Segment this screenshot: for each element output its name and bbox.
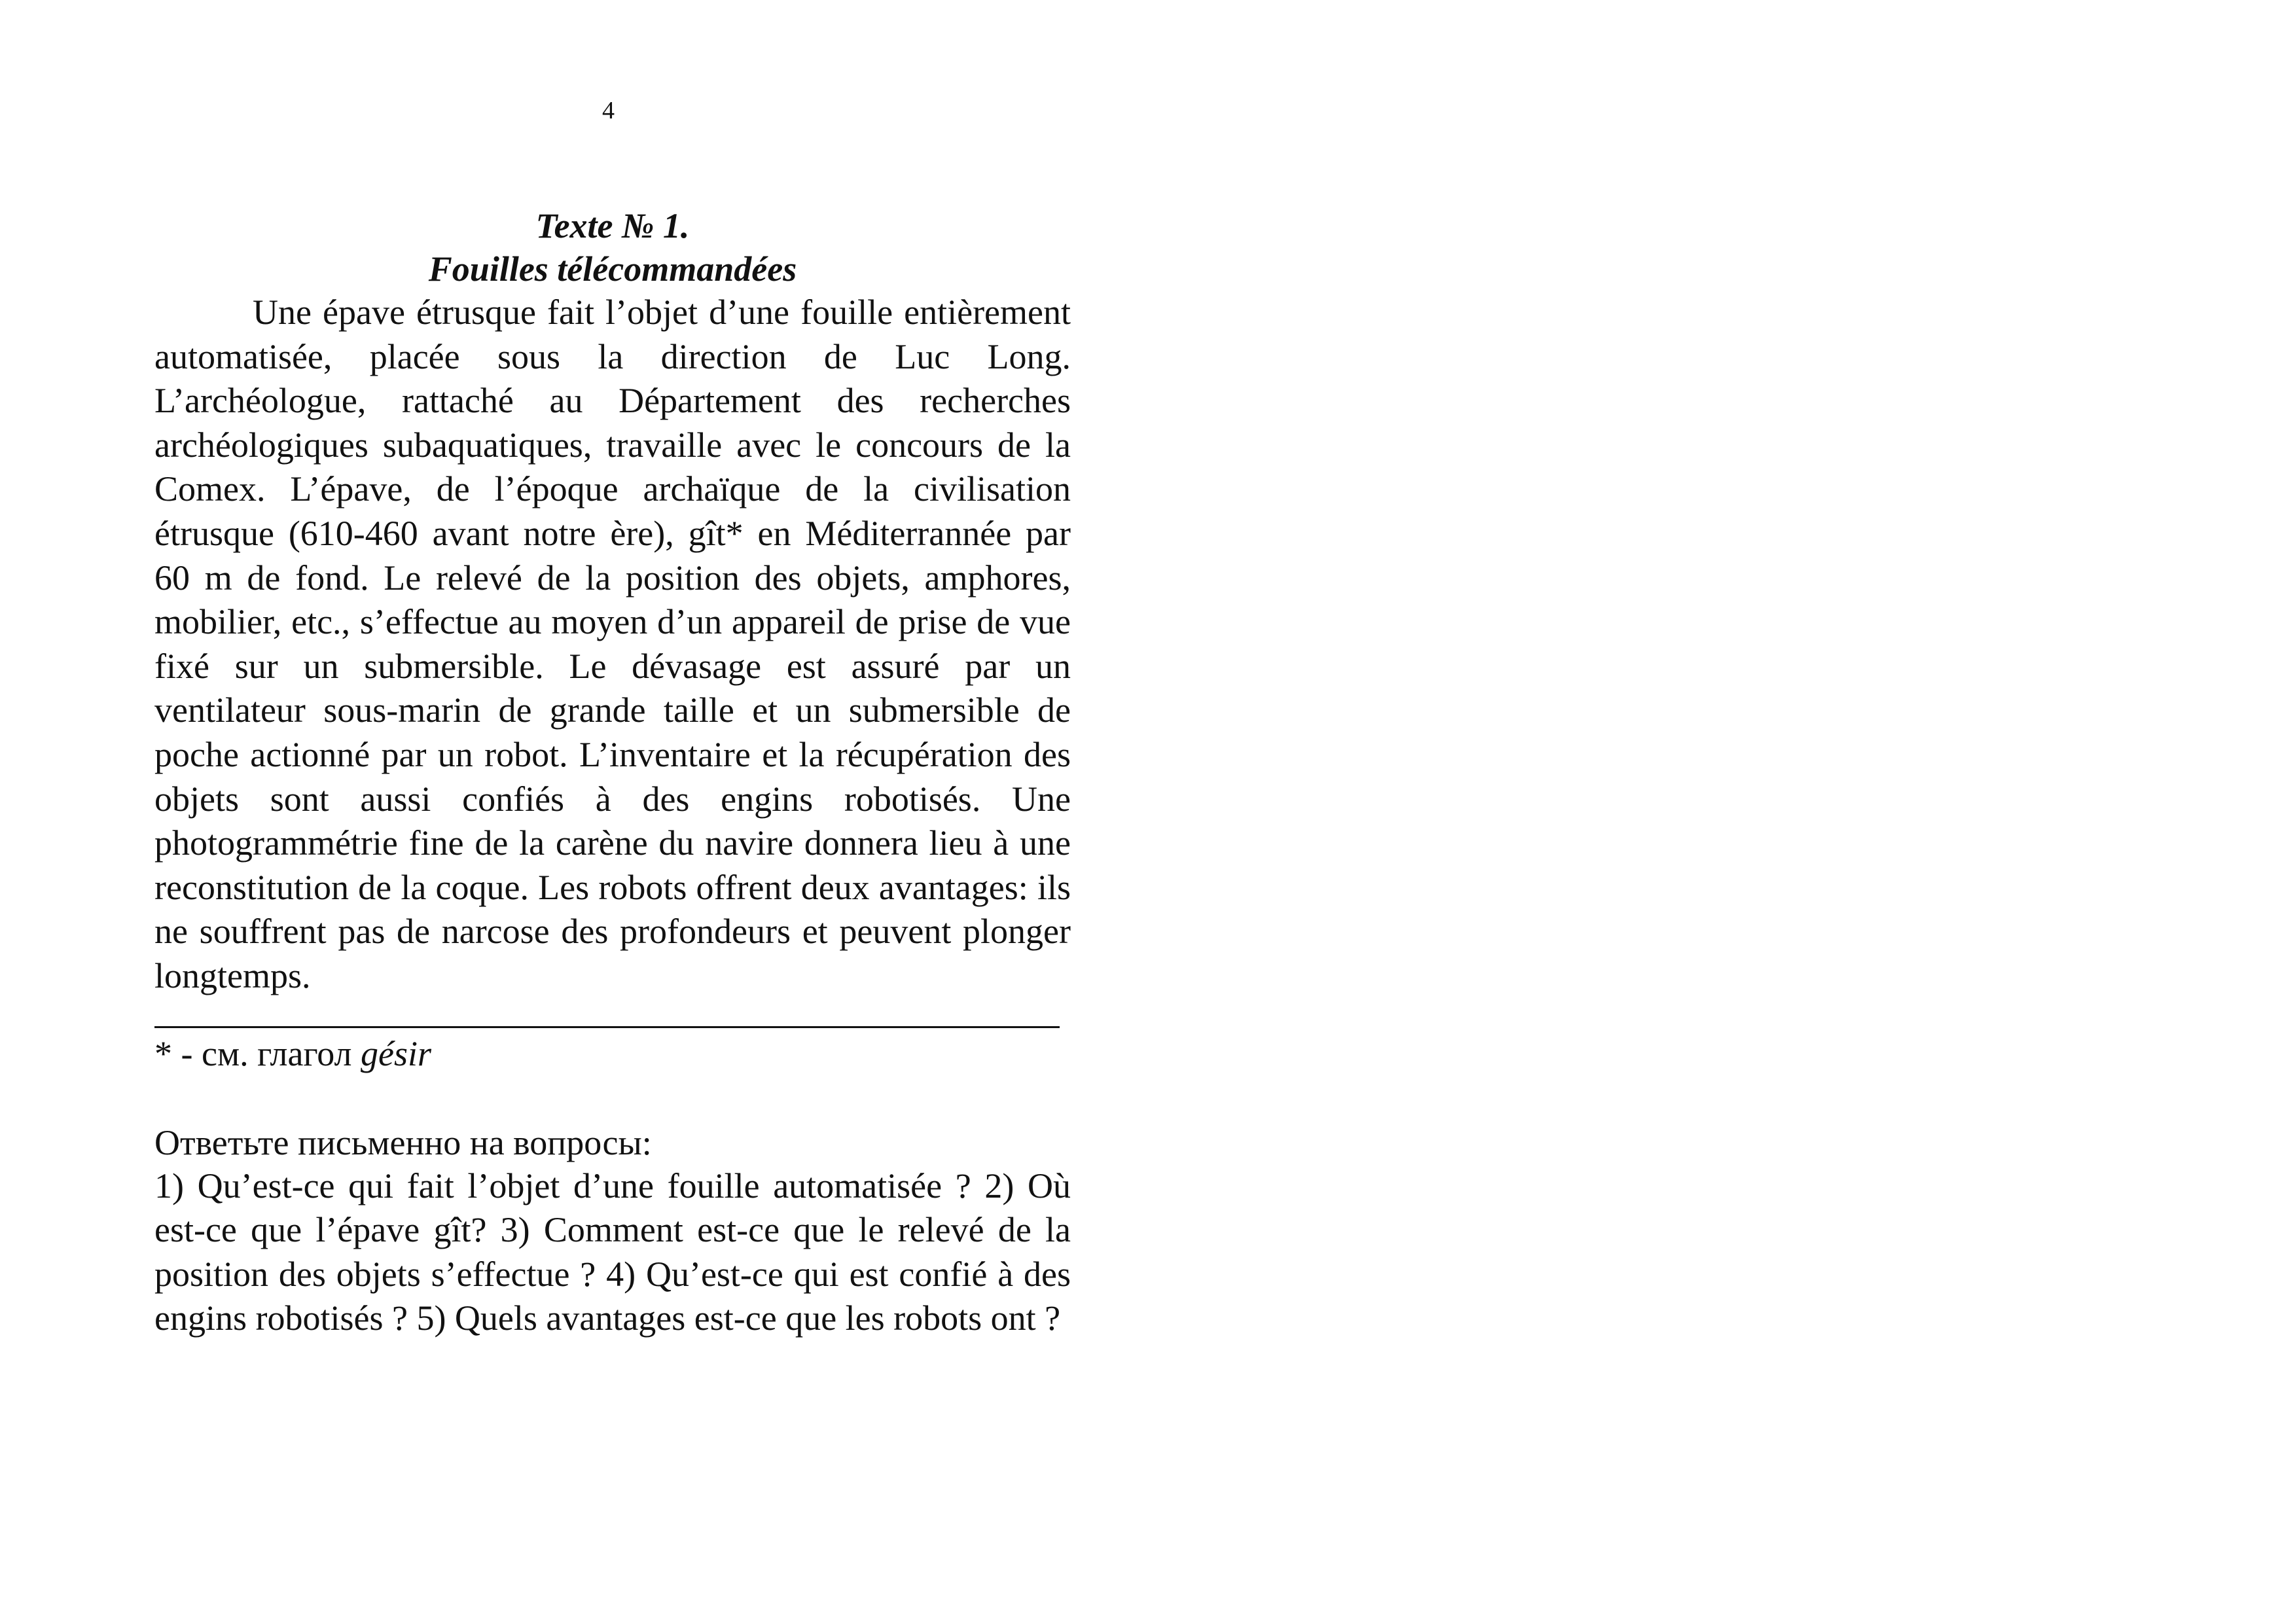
text-subtitle: Fouilles télécommandées: [428, 249, 797, 289]
text-title: Texte № 1.: [535, 206, 690, 245]
page-number: 4: [602, 97, 615, 124]
footnote-marker: * - см. глагол: [154, 1033, 361, 1073]
body-paragraph: Une épave étrusque fait l’objet d’une fouille entièrement automatisée, placée sous la direction de Luc Long. L’archéologue, rattaché au Département des recherches archéologiques subaquatiques, travaille avec le concours de la Comex. L’épave, de l’époque archaïque de la civilisation étrusque (610-460 avant notre ère), gît* en Méditerrannée par 60 m de fond. Le relevé de la position des objets, amphores, mobilier, etc., s’effectue au moyen d’un appareil de prise de vue fixé sur un submersible. Le dévasage est assuré par un ventilateur sous-marin de grande taille et un submersible de poche actionné par un robot. L’inventaire et la récupération des objets sont aussi confiés à des engins robotisés. Une photogrammétrie fine de la carène du navire donnera lieu à une reconstitution de la coque. Les robots offrent deux avantages: ils ne souffrent pas de narcose des profondeurs et peuvent plonger longtemps.: [154, 293, 1071, 995]
text-column: [154, 196, 1071, 1341]
footnote-divider: [154, 1026, 1060, 1028]
questions-list: 1) Qu’est-ce qui fait l’objet d’une fouille automatisée ? 2) Où est-ce que l’épave gît? 3) Comment est-ce que le relevé de la position des objets s’effectue ? 4) Qu’est-ce qui est confié à des engins robotisés ? 5) Quels avantages est-ce que les robots ont ?: [154, 1166, 1071, 1338]
footnote: [154, 1032, 1071, 1075]
questions-heading: Ответьте письменно на вопросы:: [154, 1122, 652, 1162]
footnote-word: gésir: [360, 1033, 431, 1073]
